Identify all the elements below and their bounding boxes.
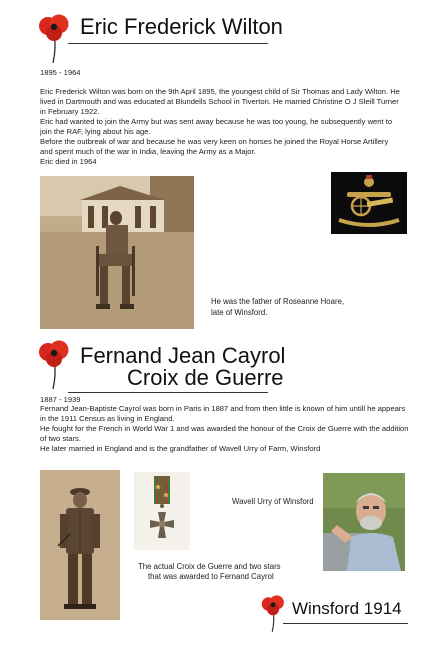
artillery-badge-icon (331, 172, 407, 234)
poppy-icon (34, 12, 74, 64)
roseanne-caption-line2: late of Winsford. (211, 308, 268, 317)
medal-caption-line2: that was awarded to Fernand Cayrol (148, 572, 274, 581)
bio-paragraph: Eric died in 1964 (40, 157, 97, 166)
title-underline (68, 43, 268, 44)
poppy-icon (258, 593, 288, 633)
footer-title: Winsford 1914 (292, 599, 402, 618)
section1-name: Eric Frederick Wilton (80, 14, 283, 39)
section1-dates: 1895 - 1964 (40, 68, 81, 77)
medal-caption-line1: The actual Croix de Guerre and two stars (138, 562, 281, 571)
section2-honour: Croix de Guerre (127, 365, 284, 390)
wavell-urry-photo (323, 473, 405, 571)
bio-paragraph: Eric Frederick Wilton was born on the 9th April 1895, the youngest child of Sir Thomas and Lady Wilton. He lived in Dartmouth and was educated at Blundells School in Tiverton. He married Christine O J Sleill Turner in February 1922. (40, 87, 400, 116)
roseanne-caption-line1: He was the father of Roseanne Hoare, (211, 297, 345, 306)
title-underline (68, 392, 268, 393)
eric-wilton-photo (40, 176, 194, 329)
bio-paragraph: He fought for the French in World War 1 and was awarded the honour of the Croix de Guerre with the addition of two stars. (40, 424, 409, 443)
section2-bio (40, 404, 410, 454)
bio-paragraph: Fernand Jean-Baptiste Cayrol was born in Paris in 1887 and from then little is known of him untill he appears in the 1911 Census as living in England. (40, 404, 406, 423)
wavell-caption: Wavell Urry of Winsford (232, 497, 314, 506)
poppy-icon (34, 338, 74, 390)
section1-bio (40, 87, 400, 167)
bio-paragraph: Eric had wanted to join the Army but was sent away because he was too young, he subsequently went to join the RAF, lying about his age. (40, 117, 393, 136)
bio-paragraph: Before the outbreak of war and because he was very keen on horses he joined the Royal Horse Artillery and spent much of the war in India, leaving the Army as a Major. (40, 137, 389, 156)
section2-name: Fernand Jean Cayrol (80, 343, 286, 368)
section2-dates: 1887 - 1939 (40, 395, 81, 404)
croix-de-guerre-medal-icon (134, 472, 190, 550)
fernand-cayrol-photo (40, 470, 120, 620)
bio-paragraph: He later married in England and is the grandfather of Wavell Urry of Farm, Winsford (40, 444, 321, 453)
footer-underline (283, 623, 408, 624)
